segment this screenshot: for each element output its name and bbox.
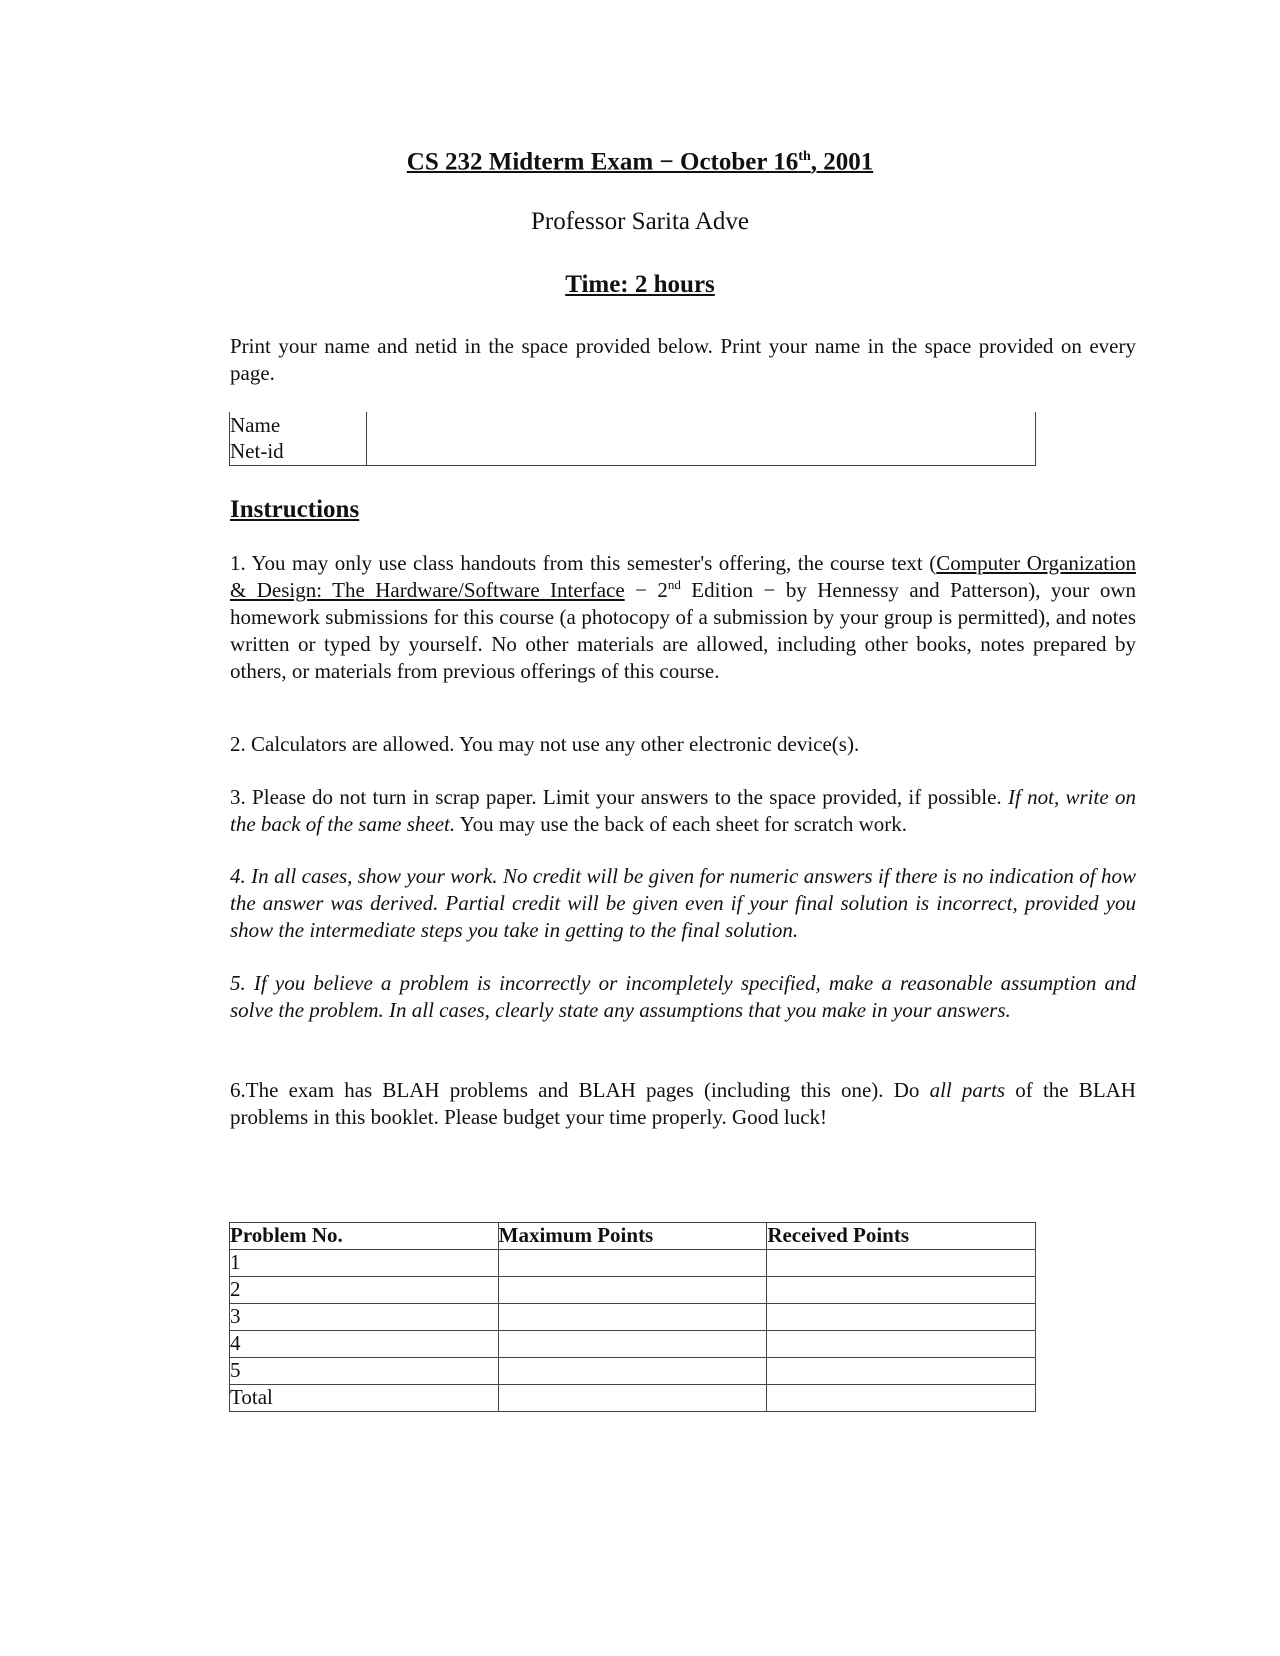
instruction-3: 3. Please do not turn in scrap paper. Limit your answers to the space provided, if possible. If not, write on the back of the same sheet. You may use the back of each sheet for scratch work. bbox=[230, 785, 1136, 836]
table-row bbox=[230, 1331, 1036, 1358]
received-points-total-cell[interactable] bbox=[767, 1385, 1036, 1412]
problem-number: 2 bbox=[230, 1277, 499, 1304]
intro-text: Print your name and netid in the space provided below. Print your name in the space provided on every page. bbox=[230, 334, 1136, 385]
table-row bbox=[230, 1277, 1036, 1304]
total-label: Total bbox=[230, 1385, 499, 1412]
instruction-6: 6.The exam has BLAH problems and BLAH pages (including this one). Do all parts of the BLAH problems in this booklet. Please budget your time properly. Good luck! bbox=[230, 1078, 1136, 1129]
name-label: Name bbox=[230, 413, 281, 437]
table-row bbox=[230, 1250, 1036, 1277]
course-text-title: Computer Organization & Design: The Hardware/Software Interface bbox=[230, 551, 1136, 602]
header-maximum-points: Maximum Points bbox=[498, 1223, 767, 1250]
received-points-cell[interactable] bbox=[767, 1250, 1036, 1277]
maximum-points-total-cell[interactable] bbox=[498, 1385, 767, 1412]
professor-name: Professor Sarita Adve bbox=[530, 208, 750, 235]
exam-title: CS 232 Midterm Exam − October 16th, 2001 bbox=[406, 148, 874, 176]
instruction-4: 4. In all cases, show your work. No credit will be given for numeric answers if there is no indication of how the answer was derived. Partial credit will be given even if your final solution is incorrect, provided you show the intermediate steps you take in getting to the final solution. bbox=[230, 864, 1136, 942]
instructions-heading: Instructions bbox=[230, 496, 360, 523]
name-netid-entry-cell[interactable] bbox=[367, 412, 1036, 466]
maximum-points-cell[interactable] bbox=[498, 1277, 767, 1304]
table-row bbox=[230, 1385, 1036, 1412]
table-row bbox=[230, 1304, 1036, 1331]
problem-number: 5 bbox=[230, 1358, 499, 1385]
received-points-cell[interactable] bbox=[767, 1331, 1036, 1358]
header-problem-no: Problem No. bbox=[230, 1223, 499, 1250]
netid-label: Net-id bbox=[230, 439, 284, 463]
score-table bbox=[229, 1222, 1036, 1412]
id-labels-cell bbox=[230, 412, 367, 466]
maximum-points-cell[interactable] bbox=[498, 1331, 767, 1358]
received-points-cell[interactable] bbox=[767, 1358, 1036, 1385]
instruction-5: 5. If you believe a problem is incorrectly or incompletely specified, make a reasonable assumption and solve the problem. In all cases, clearly state any assumptions that you make in your answers. bbox=[230, 971, 1136, 1022]
problem-number: 4 bbox=[230, 1331, 499, 1358]
header-received-points: Received Points bbox=[767, 1223, 1036, 1250]
score-table-header-row bbox=[230, 1223, 1036, 1250]
maximum-points-cell[interactable] bbox=[498, 1250, 767, 1277]
received-points-cell[interactable] bbox=[767, 1304, 1036, 1331]
time-limit: Time: 2 hours bbox=[565, 271, 715, 298]
maximum-points-cell[interactable] bbox=[498, 1358, 767, 1385]
received-points-cell[interactable] bbox=[767, 1277, 1036, 1304]
instruction-1: 1. You may only use class handouts from this semester's offering, the course text (Computer Organization & Design: The Hardware/Software Interface − 2nd Edition − by Hennessy and Patterson), your own homework submissions for this course (a photocopy of a submission by your group is permitted), and notes written or typed by yourself. No other materials are allowed, including other books, notes prepared by others, or materials from previous offerings of this course. bbox=[230, 551, 1136, 683]
problem-number: 3 bbox=[230, 1304, 499, 1331]
maximum-points-cell[interactable] bbox=[498, 1304, 767, 1331]
name-netid-table bbox=[229, 412, 1036, 466]
table-row bbox=[230, 1358, 1036, 1385]
problem-number: 1 bbox=[230, 1250, 499, 1277]
instruction-2: 2. Calculators are allowed. You may not use any other electronic device(s). bbox=[230, 732, 860, 756]
